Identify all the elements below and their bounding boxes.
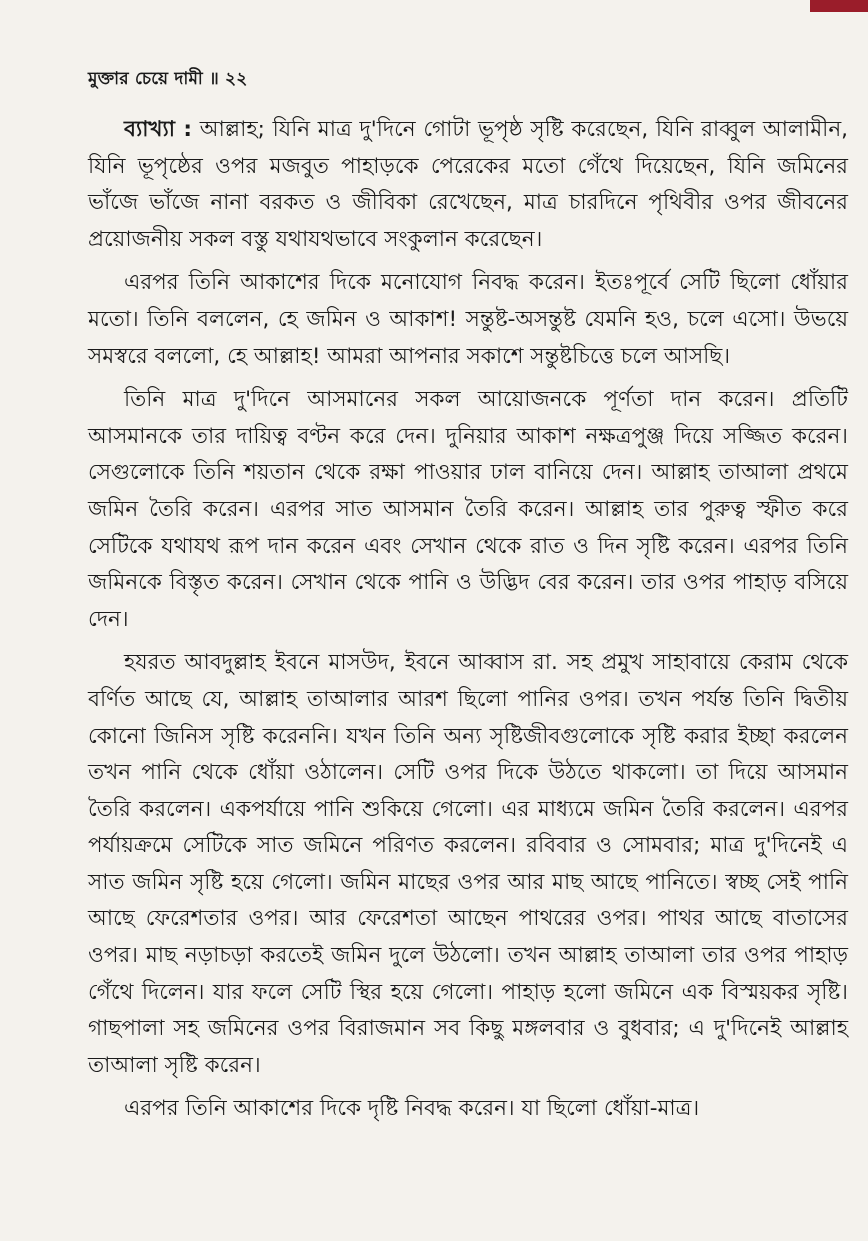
page-number: ২২ bbox=[225, 69, 248, 89]
paragraph-5 bbox=[88, 1091, 848, 1128]
paragraph-text: তিনি মাত্র দু'দিনে আসমানের সকল আয়োজনকে পূর্ণতা দান করেন। প্রতিটি আসমানকে তার দায়িত্ব বণ্টন করে দেন। দুনিয়ার আকাশ নক্ষত্রপুঞ্জ দিয়ে সজ্জিত করেন। সেগুলোকে তিনি শয়তান থেকে রক্ষা পাওয়ার ঢাল বানিয়ে দেন। আল্লাহ তাআলা প্রথমে জমিন তৈরি করেন। এরপর সাত আসমান তৈরি করেন। আল্লাহ তার পুরুত্ব স্ফীত করে সেটিকে যথাযথ রূপ দান করেন এবং সেখান থেকে রাত ও দিন সৃষ্টি করেন। এরপর তিনি জমিনকে বিস্তৃত করেন। সেখান থেকে পানি ও উদ্ভিদ বের করেন। তার ওপর পাহাড় বসিয়ে দেন। bbox=[88, 387, 848, 632]
paragraph-text: হযরত আবদুল্লাহ ইবনে মাসউদ, ইবনে আব্বাস রা. সহ প্রমুখ সাহাবায়ে কেরাম থেকে বর্ণিত আছে যে, আল্লাহ তাআলার আরশ ছিলো পানির ওপর। তখন পর্যন্ত তিনি দ্বিতীয় কোনো জিনিস সৃষ্টি করেননি। যখন তিনি অন্য সৃষ্টিজীবগুলোকে সৃষ্টি করার ইচ্ছা করলেন তখন পানি থেকে ধোঁয়া ওঠালেন। সেটি ওপর দিকে উঠতে থাকলো। তা দিয়ে আসমান তৈরি করলেন। একপর্যায়ে পানি শুকিয়ে গেলো। এর মাধ্যমে জমিন তৈরি করলেন। এরপর পর্যায়ক্রমে সেটিকে সাত জমিনে পরিণত করলেন। রবিবার ও সোমবার; মাত্র দু'দিনেই এ সাত জমিন সৃষ্টি হয়ে গেলো। জমিন মাছের ওপর আর মাছ আছে পানিতে। স্বচ্ছ সেই পানি আছে ফেরেশতার ওপর। আর ফেরেশতা আছেন পাথরের ওপর। পাথর আছে বাতাসের ওপর। মাছ নড়াচড়া করতেই জমিন দুলে উঠলো। তখন আল্লাহ তাআলা তার ওপর পাহাড় গেঁথে দিলেন। যার ফলে সেটি স্থির হয়ে গেলো। পাহাড় হলো জমিনে এক বিস্ময়কর সৃষ্টি। গাছপালা সহ জমিনের ওপর বিরাজমান সব কিছু মঙ্গলবার ও বুধবার; এ দু'দিনেই আল্লাহ তাআলা সৃষ্টি করেন। bbox=[88, 650, 848, 1078]
paragraph-text: এরপর তিনি আকাশের দিকে মনোযোগ নিবদ্ধ করেন। ইতঃপূর্বে সেটি ছিলো ধোঁয়ার মতো। তিনি বললেন, হে জমিন ও আকাশ! সন্তুষ্ট-অসন্তুষ্ট যেমনি হও, চলে এসো। উভয়ে সমস্বরে বললো, হে আল্লাহ! আমরা আপনার সকাশে সন্তুষ্টচিত্তে চলে আসছি। bbox=[88, 270, 848, 369]
running-header bbox=[88, 66, 248, 94]
body-text bbox=[88, 112, 848, 1135]
paragraph-2 bbox=[88, 265, 848, 375]
corner-color-mark bbox=[810, 0, 868, 12]
explanation-label: ব্যাখ্যা : bbox=[124, 117, 192, 142]
paragraph-4 bbox=[88, 645, 848, 1084]
paragraph-text: এরপর তিনি আকাশের দিকে দৃষ্টি নিবদ্ধ করেন। যা ছিলো ধোঁয়া-মাত্র। bbox=[124, 1096, 700, 1122]
paragraph-text: আল্লাহ; যিনি মাত্র দু'দিনে গোটা ভূপৃষ্ঠ সৃষ্টি করেছেন, যিনি রাব্বুল আলামীন, যিনি ভূপৃষ্ঠের ওপর মজবুত পাহাড়কে পেরেকের মতো গেঁথে দিয়েছেন, যিনি জমিনের ভাঁজে ভাঁজে নানা বরকত ও জীবিকা রেখেছেন, মাত্র চারদিনে পৃথিবীর ওপর জীবনের প্রয়োজনীয় সকল বস্তু যথাযথভাবে সংকুলান করেছেন। bbox=[88, 117, 849, 252]
paragraph-3 bbox=[88, 382, 848, 638]
header-separator: ॥ bbox=[209, 69, 219, 89]
book-title: মুক্তার চেয়ে দামী bbox=[88, 69, 203, 89]
paragraph-1 bbox=[88, 112, 848, 258]
